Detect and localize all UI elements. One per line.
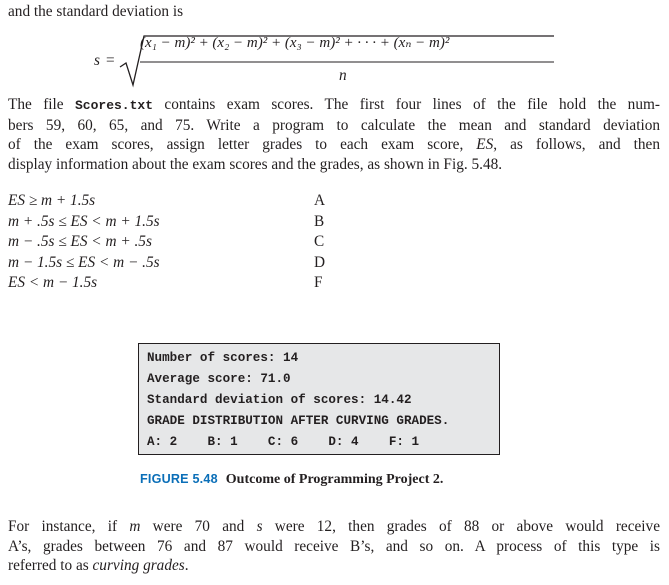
grade-row-b — [8, 212, 348, 233]
para2-line1: For instance, if m were 70 and s were 12, then grades of 88 or above would receive — [8, 518, 660, 535]
grade-row-a — [8, 191, 348, 212]
para1-line2: bers 59, 60, 65, and 75. Write a program to calculate the mean and standard deviation — [8, 116, 660, 134]
grade-condition: ES < m − 1.5s — [8, 274, 98, 291]
grade-row-d — [8, 253, 348, 274]
formula-equals: = — [105, 52, 115, 69]
grade-condition: m − .5s ≤ ES < m + .5s — [8, 233, 152, 250]
para1-line4: display information about the exam scores and the grades, as shown in Fig. 5.48. — [8, 155, 503, 173]
program-output-box — [138, 343, 500, 455]
grade-letter: A — [314, 192, 326, 209]
grade-condition: m + .5s ≤ ES < m + 1.5s — [8, 212, 160, 230]
grade-row-c — [8, 232, 348, 253]
para1-line1: The file Scores.txt contains exam scores. The first four lines of the file hold the num- — [8, 96, 660, 113]
paragraph-example — [8, 517, 660, 576]
grade-condition: m − 1.5s ≤ ES < m − .5s — [8, 253, 160, 271]
paragraph-instructions — [8, 95, 660, 174]
grade-letter: C — [314, 233, 325, 250]
output-line-heading: GRADE DISTRIBUTION AFTER CURVING GRADES. — [147, 414, 450, 428]
output-line-distribution: A: 2 B: 1 C: 6 D: 4 F: 1 — [147, 435, 420, 449]
formula-denominator: n — [339, 67, 347, 84]
term-curving-grades: curving grades — [92, 557, 185, 574]
grade-letter: D — [314, 253, 326, 271]
output-line-stddev: Standard deviation of scores: 14.42 — [147, 393, 412, 407]
figure-caption-text: Outcome of Programming Project 2. — [225, 472, 444, 487]
grade-row-f — [8, 273, 348, 294]
formula-lhs — [94, 51, 115, 71]
output-line-count: Number of scores: 14 — [147, 351, 299, 365]
para1-line3: of the exam scores, assign letter grades to each exam score, ES, as follows, and then — [8, 136, 660, 153]
grade-condition: ES ≥ m + 1.5s — [8, 192, 96, 209]
para2-line3: referred to as curving grades. — [8, 557, 189, 574]
formula-s: s — [94, 52, 100, 69]
intro-text: and the standard deviation is — [8, 3, 184, 20]
filename: Scores.txt — [74, 98, 153, 113]
figure-caption — [140, 469, 443, 490]
std-dev-formula — [0, 33, 669, 89]
grade-table — [8, 191, 348, 294]
figure-label: FIGURE 5.48 — [140, 472, 218, 486]
grade-letter: B — [314, 212, 325, 230]
grade-letter: F — [314, 274, 323, 291]
para2-line2: A’s, grades between 76 and 87 would receive B’s, and so on. A process of this type is — [8, 537, 660, 555]
output-line-average: Average score: 71.0 — [147, 372, 291, 386]
formula-numerator: (x₁ − m)² + (x₂ − m)² + (x₃ − m)² + · · · + (xₙ − m)² — [140, 35, 450, 51]
